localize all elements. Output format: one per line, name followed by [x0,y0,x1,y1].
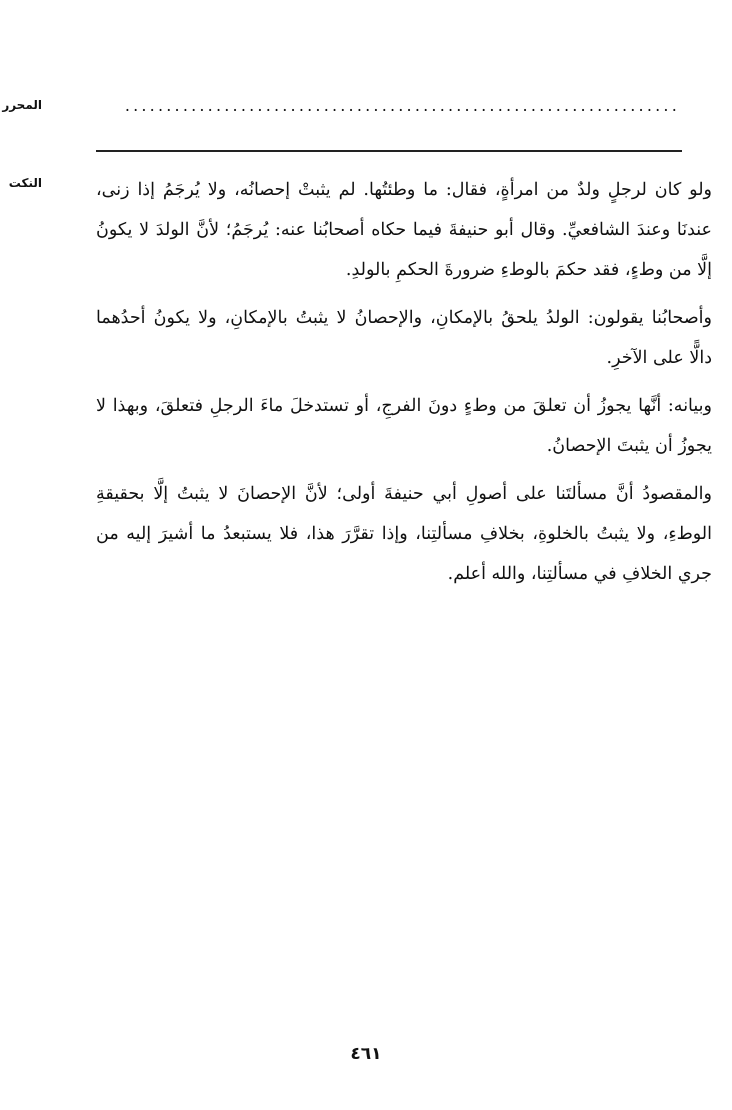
paragraph-4: والمقصودُ أنَّ مسألتَنا على أصولِ أبي حنيفةَ أولى؛ لأنَّ الإحصانَ لا يثبتُ إلَّا بحقيقةِ الوطءِ، ولا يثبتُ بالخلوةِ، بخلافِ مسألتِنا، وإذا تقرَّرَ هذا، فلا يستبعدُ ما أشيرَ إليه من جري الخلافِ في مسألتِنا، والله أعلم. [96,484,712,584]
margin-label-nukat: النكت [8,176,42,190]
main-text-block [96,170,712,602]
paragraph-3: وبيانه: أنَّها يجوزُ أن تعلقَ من وطءٍ دونَ الفرجِ، أو تستدخلَ ماءَ الرجلِ فتعلقَ، وبهذا لا يجوزُ أن يثبتَ الإحصانُ. [96,396,712,456]
horizontal-divider [96,150,682,152]
margin-label-muharrar: المحرر [2,98,42,112]
paragraph-1: ولو كان لرجلٍ ولدٌ من امرأةٍ، فقال: ما وطئتُها. لم يثبتْ إحصانُه، ولا يُرجَمُ إذا زنى، عندنَا وعندَ الشافعيِّ. وقال أبو حنيفةَ فيما حكاه أصحابُنا عنه: يُرجَمُ؛ لأنَّ الولدَ لا يكونُ إلَّا من وطءٍ، فقد حكمَ بالوطءِ ضرورةَ الحكمِ بالولدِ. [96,180,712,280]
page-number: ٤٦١ [350,1044,382,1064]
dotted-leader-line: ................................................................... [124,96,680,115]
paragraph-2: وأصحابُنا يقولون: الولدُ يلحقُ بالإمكانِ، والإحصانُ لا يثبتُ بالإمكانِ، ولا يكونُ أحدُهما دالًّا على الآخرِ. [96,308,712,368]
